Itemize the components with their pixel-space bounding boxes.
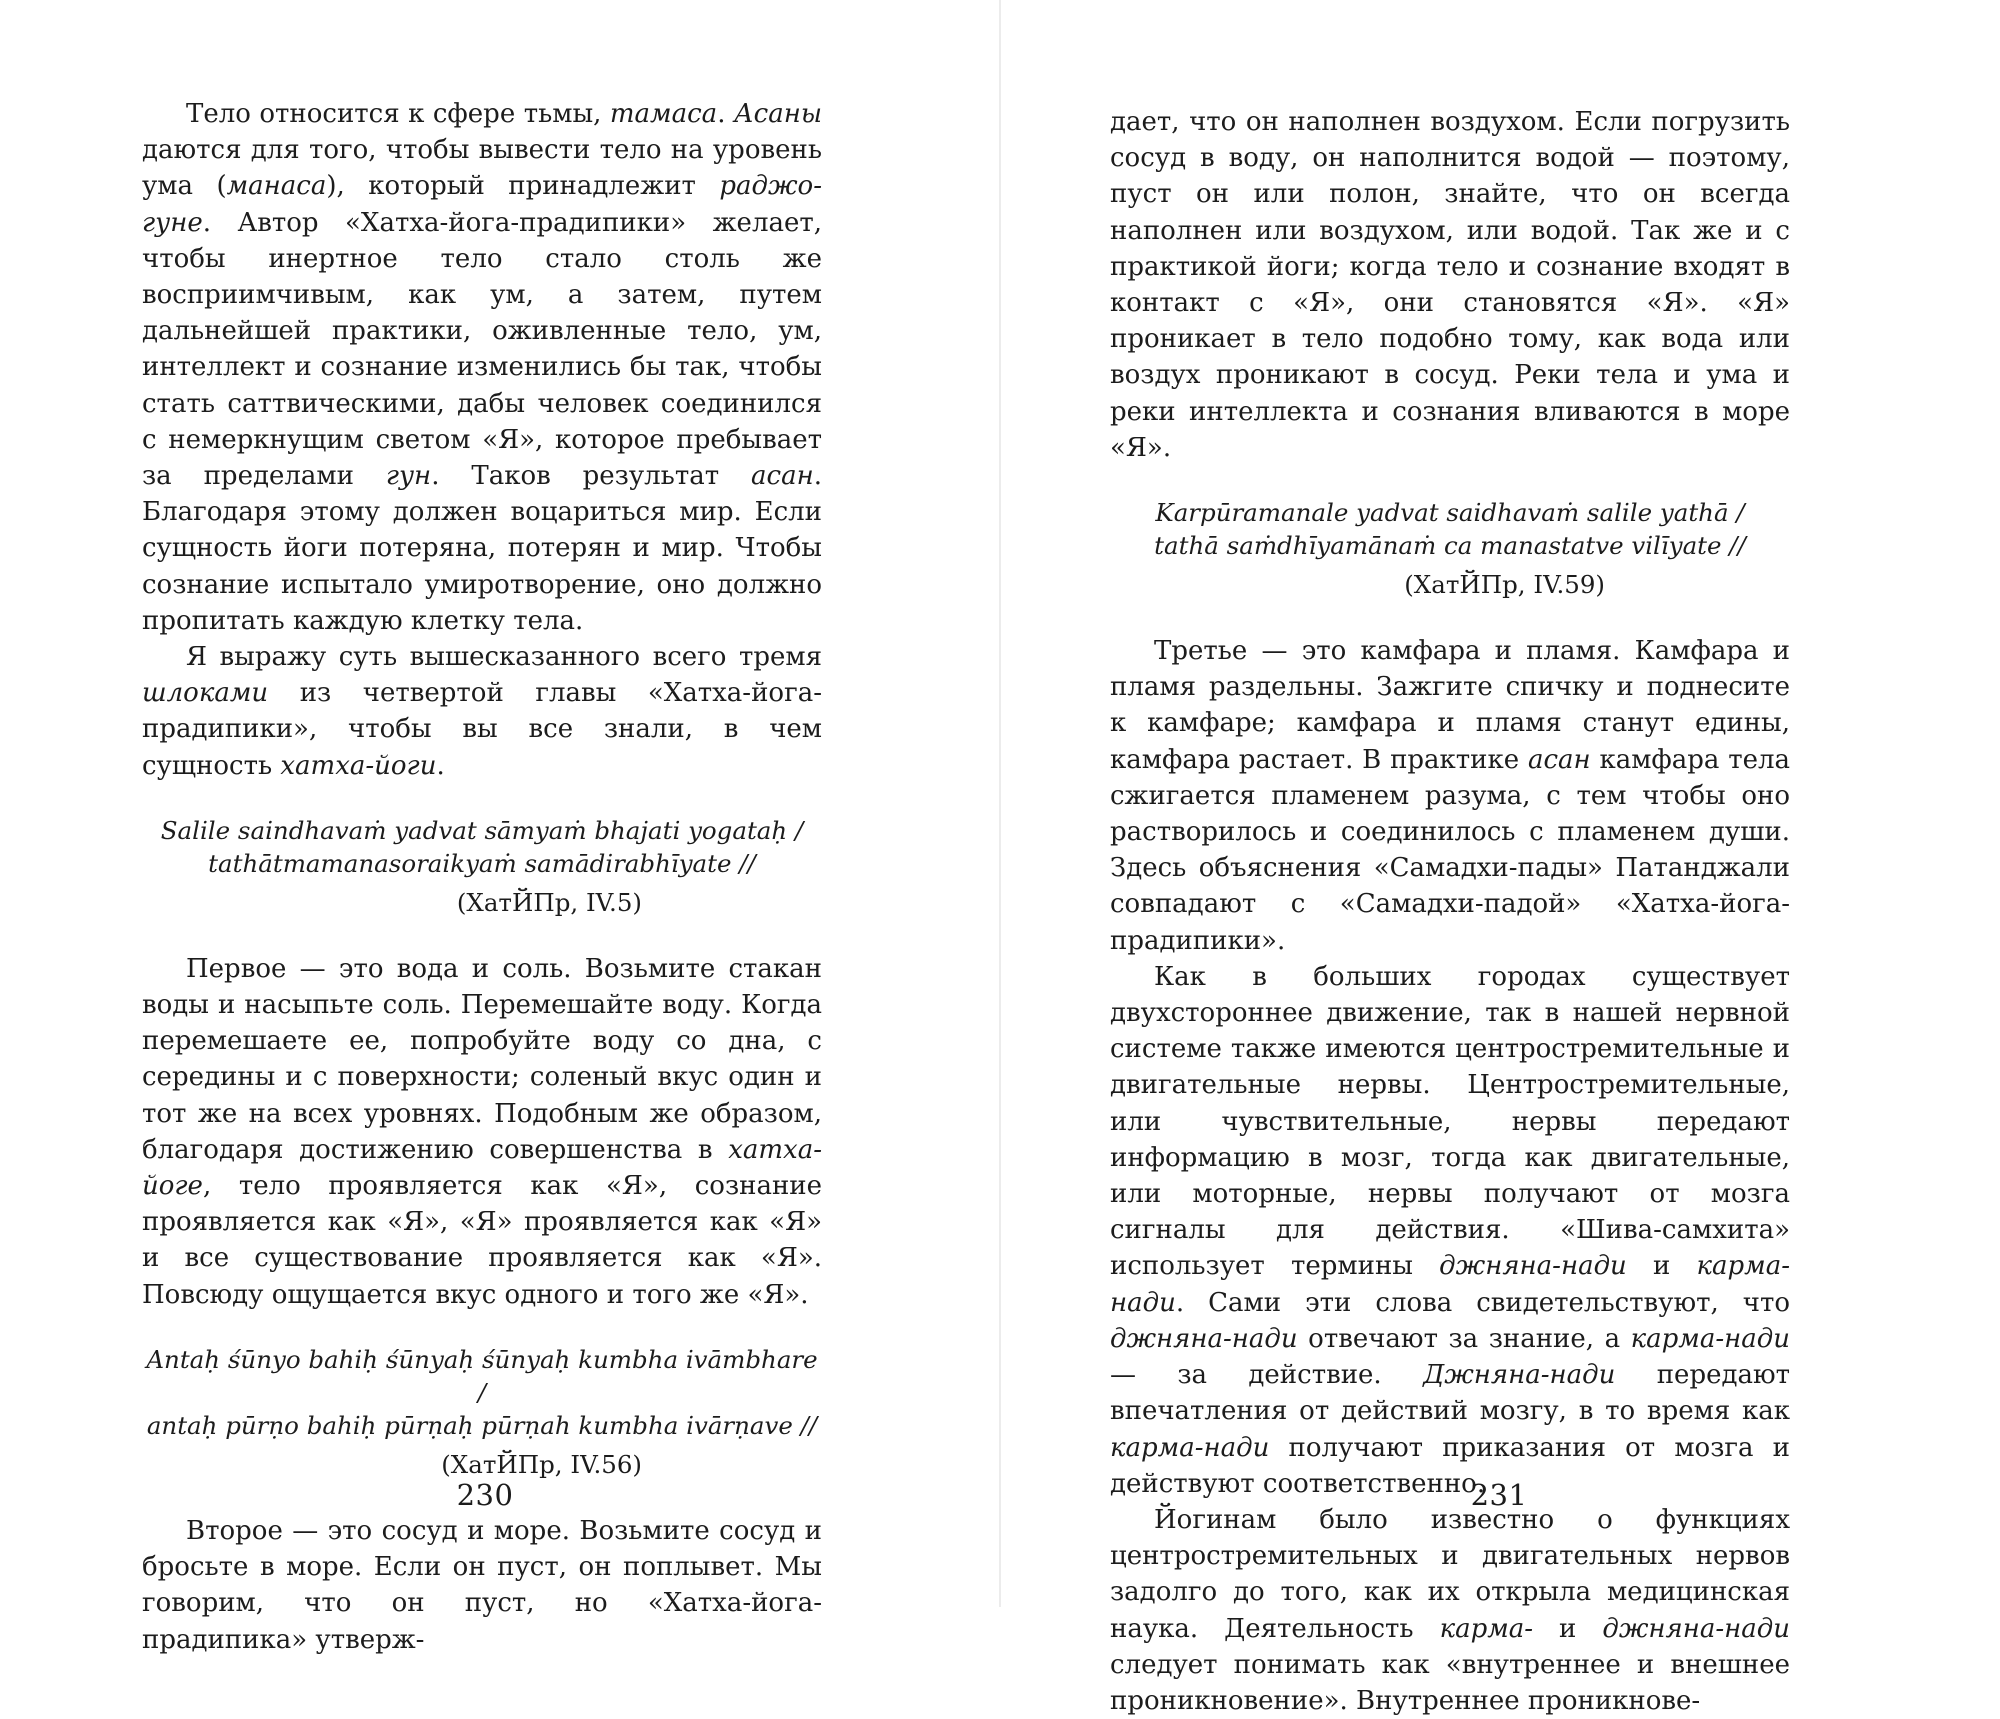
paragraph: Первое — это вода и соль. Возьмите стакан воды и насыпьте соль. Перемешайте воду. Когда перемешаете ее, попробуйте воду со дна, с середины и с поверхности; соленый вкус один и тот же на всех уровнях. Подобным же образом, благодаря достижению совершенства в хатха-йоге, тело проявляется как «Я», сознание проявляется как «Я», «Я» проявляется как «Я» и все существование проявляется как «Я». Повсюду ощущается вкус одного и того же «Я».: [142, 953, 822, 1310]
verse-line: Karpūramanale yadvat saidhavaṁ salile yathā /: [1155, 498, 1745, 528]
verse-line: tathātmamanasoraikyaṁ samādirabhīyate //: [208, 848, 756, 878]
verse-line: Antaḥ śūnyo bahiḥ śūnyaḥ śūnyaḥ kumbha ivāmbhare /: [146, 1344, 818, 1407]
paragraph: Я выражу суть вышесказанного всего тремя шлоками из четвертой главы «Хатха-йога-прадипики», чтобы вы все знали, в чем сущность хатха-йоги.: [142, 642, 822, 781]
right-text-column: [1110, 104, 1790, 1719]
paragraph: Как в больших городах существует двухстороннее движение, так в нашей нервной системе также имеются центростремительные и двигательные нервы. Центростремительные, или чувствительные, нервы передают информацию в мозг, тогда как двигательные, или моторные, нервы получают от мозга сигналы для действия. «Шива-самхита» использует термины джняна-нади и карма-нади. Сами эти слова свидетельствуют, что джняна-нади отвечают за знание, а карма-нади — за действие. Джняна-нади передают впечатления от действий мозгу, в то время как карма-нади получают приказания от мозга и действуют соответственно.: [1110, 961, 1791, 1499]
paragraph: дает, что он наполнен воздухом. Если погрузить сосуд в воду, он наполнится водой — поэтому, пуст он или полон, знайте, что он всегда наполнен или воздухом, или водой. Так же и с практикой йоги; когда тело и сознание входят в контакт с «Я», они становятся «Я». «Я» проникает в тело подобно тому, как вода или воздух проникают в сосуд. Реки тела и ума и реки интеллекта и сознания вливаются в море «Я».: [1110, 107, 1790, 463]
verse-line: tathā saṁdhīyamānaṁ ca manastatve vilīyate //: [1154, 531, 1746, 561]
left-text-column: [142, 96, 822, 1658]
paragraph: Тело относится к сфере тьмы, тамаса. Асаны даются для того, чтобы вывести тело на уровень ума (манаса), который принадлежит раджо-гуне. Автор «Хатха-йога-прадипики» желает, чтобы инертное тело стало столь же восприимчивым, как ум, а затем, путем дальнейшей практики, оживленные тело, ум, интеллект и сознание изменились бы так, чтобы стать саттвическими, дабы человек соединился с немеркнущим светом «Я», которое пребывает за пределами гун. Таков результат асан. Благодаря этому должен воцариться мир. Если сущность йоги потеряна, потерян и мир. Чтобы сознание испытало умиротворение, оно должно пропитать каждую клетку тела.: [142, 99, 823, 636]
sanskrit-verse: [142, 1343, 822, 1481]
paragraph: Третье — это камфара и пламя. Камфара и пламя раздельны. Зажгите спичку и поднесите к камфаре; камфара и пламя станут едины, камфара растает. В практике асан камфара тела сжигается пламенем разума, с тем чтобы оно растворилось и соединилось с пламенем души. Здесь объяснения «Самадхи-пады» Патанджали совпадают с «Самадхи-падой» «Хатха-йога-прадипики».: [1110, 636, 1790, 956]
page-number: 230: [456, 1478, 514, 1512]
right-page: [1000, 0, 2000, 1716]
verse-line: antaḥ pūrṇo bahiḥ pūrṇaḥ pūrṇah kumbha ivārṇave //: [146, 1410, 818, 1440]
sanskrit-verse: [142, 814, 822, 919]
paragraph: Второе — это сосуд и море. Возьмите сосуд и бросьте в море. Если он пуст, он поплывет. Мы говорим, что он пуст, но «Хатха-йога-прадипика» утверж-: [142, 1515, 822, 1655]
sanskrit-verse: [1110, 496, 1790, 601]
left-page: [0, 0, 1000, 1655]
page-number: 231: [1470, 1478, 1528, 1512]
verse-line: Salile saindhavaṁ yadvat sāmyaṁ bhajati yogataḥ /: [160, 815, 804, 845]
paragraph: Йогинам было известно о функциях центростремительных и двигательных нервов задолго до того, как их открыла медицинская наука. Деятельность карма- и джняна-нади следует понимать как «внутреннее и внешнее проникновение». Внутреннее проникнове-: [1110, 1504, 1791, 1716]
verse-source: (ХатЙПр, IV.56): [441, 1449, 642, 1479]
verse-source: (ХатЙПр, IV.59): [1404, 570, 1605, 600]
verse-source: (ХатЙПр, IV.5): [456, 887, 642, 917]
